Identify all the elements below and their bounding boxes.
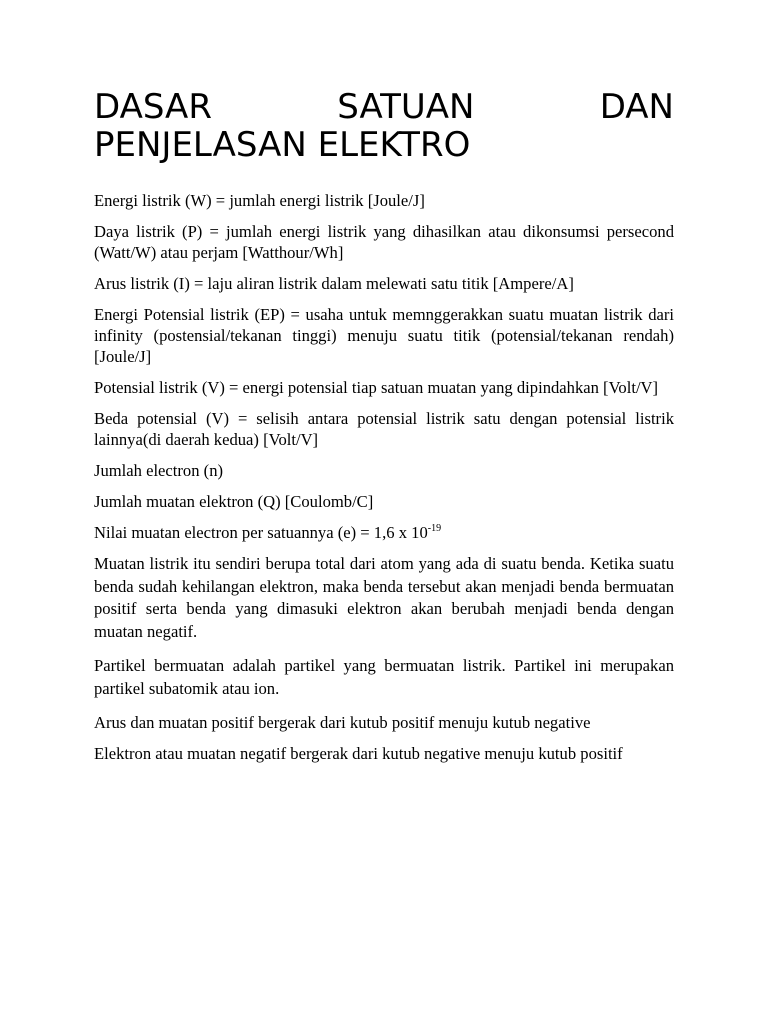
paragraph-energi-potensial: Energi Potensial listrik (EP) = usaha untuk memnggerakkan suatu muatan listrik dari infinity (postensial/tekanan tinggi) menuju suatu titik (potensial/tekanan rendah) [Joule/J] — [94, 305, 674, 366]
paragraph-energi-listrik: Energi listrik (W) = jumlah energi listrik [Joule/J] — [94, 191, 425, 210]
paragraph-arus-listrik: Arus listrik (I) = laju aliran listrik dalam melewati satu titik [Ampere/A] — [94, 274, 574, 293]
title-line-2: PENJELASAN ELEKTRO — [94, 125, 471, 165]
paragraph-muatan-listrik: Muatan listrik itu sendiri berupa total dari atom yang ada di suatu benda. Ketika suatu benda sudah kehilangan elektron, maka benda tersebut akan menjadi benda bermuatan positif serta benda yang dimasuki elektron akan berubah menjadi benda dengan muatan negatif. — [94, 554, 674, 641]
paragraph-partikel-bermuatan: Partikel bermuatan adalah partikel yang bermuatan listrik. Partikel ini merupakan partikel subatomik atau ion. — [94, 656, 674, 698]
title-word-2: SATUAN — [337, 87, 475, 127]
paragraph-beda-potensial: Beda potensial (V) = selisih antara potensial listrik satu dengan potensial listrik lainnya(di daerah kedua) [Volt/V] — [94, 409, 674, 449]
paragraph-daya-listrik: Daya listrik (P) = jumlah energi listrik yang dihasilkan atau dikonsumsi persecond (Watt/W) atau perjam [Watthour/Wh] — [94, 222, 674, 262]
title-word-1: DASAR — [94, 87, 212, 127]
paragraph-jumlah-muatan: Jumlah muatan elektron (Q) [Coulomb/C] — [94, 492, 374, 511]
paragraph-potensial-listrik: Potensial listrik (V) = energi potensial tiap satuan muatan yang dipindahkan [Volt/V] — [94, 378, 659, 397]
paragraph-arus-muatan-positif: Arus dan muatan positif bergerak dari kutub positif menuju kutub negative — [94, 713, 591, 732]
paragraph-elektron-muatan-negatif: Elektron atau muatan negatif bergerak dari kutub negative menuju kutub positif — [94, 744, 623, 763]
paragraph-jumlah-electron: Jumlah electron (n) — [94, 461, 224, 480]
document-title — [94, 88, 674, 164]
charge-value-exponent: -19 — [427, 523, 442, 534]
title-line-1 — [94, 88, 674, 126]
charge-value-text: Nilai muatan electron per satuannya (e) = 1,6 x 10 — [94, 523, 428, 542]
paragraph-nilai-muatan — [94, 522, 674, 543]
title-word-3: DAN — [599, 87, 674, 127]
